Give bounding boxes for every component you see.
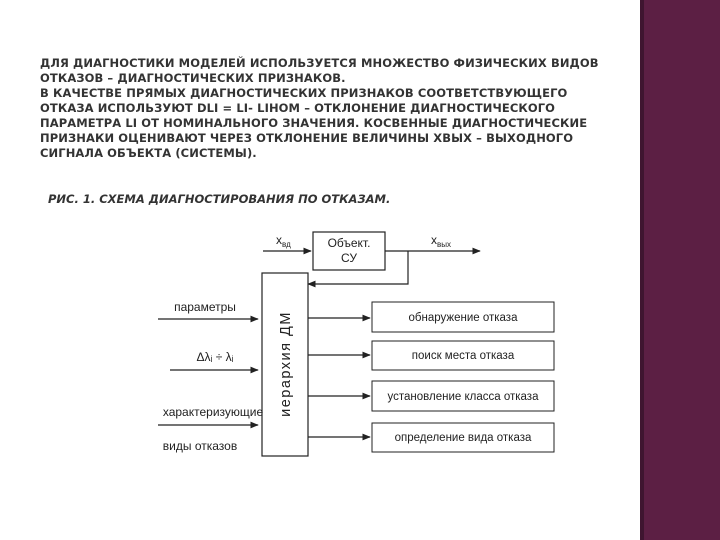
object-box-line1: Объект. [327,236,371,250]
input-characteristic-label: характеризующие [162,405,264,419]
input-delta-label: Δλᵢ ÷ λᵢ [196,350,234,364]
input-fault-types-label: виды отказов [162,439,238,453]
paragraph-1: ДЛЯ ДИАГНОСТИКИ МОДЕЛЕЙ ИСПОЛЬЗУЕТСЯ МНОЖЕСТВО ФИЗИЧЕСКИХ ВИДОВ ОТКАЗОВ – ДИАГНОСТИЧЕСКИХ ПРИЗНАКОВ. [40,56,599,85]
output-signal-label: $x_{вых}$ [431,233,451,249]
input-signal-label: $x_{вд}$ [276,233,291,249]
paragraph-2: В КАЧЕСТВЕ ПРЯМЫХ ДИАГНОСТИЧЕСКИХ ПРИЗНАКОВ СООТВЕТСТВУЮЩЕГО ОТКАЗА ИСПОЛЬЗУЮТ DLI = LI- LIНОМ – ОТКЛОНЕНИЕ ДИАГНОСТИЧЕСКОГО ПАРАМЕТРА LI ОТ НОМИНАЛЬНОГО ЗНАЧЕНИЯ. КОСВЕННЫЕ ДИАГНОСТИЧЕСКИЕ ПРИЗНАКИ ОЦЕНИВАЮТ ЧЕРЕЗ ОТКЛОНЕНИЕ ВЕЛИЧИНЫ ХВЫХ – ВЫХОДНОГО СИГНАЛА ОБЪЕКТА (СИСТЕМЫ). [40,86,588,160]
output-box-2-label: поиск места отказа [411,350,515,362]
figure-caption: РИС. 1. СХЕМА ДИАГНОСТИРОВАНИЯ ПО ОТКАЗАМ. [48,192,391,206]
output-box-3-label: установление класса отказа [387,391,539,403]
hierarchy-label: иерархия ДМ [278,311,294,417]
output-box-1-label: обнаружение отказа [408,312,518,324]
output-box-4-label: определение вида отказа [394,432,532,444]
input-parameters-label: параметры [174,300,236,314]
object-box-line2: СУ [341,251,357,265]
